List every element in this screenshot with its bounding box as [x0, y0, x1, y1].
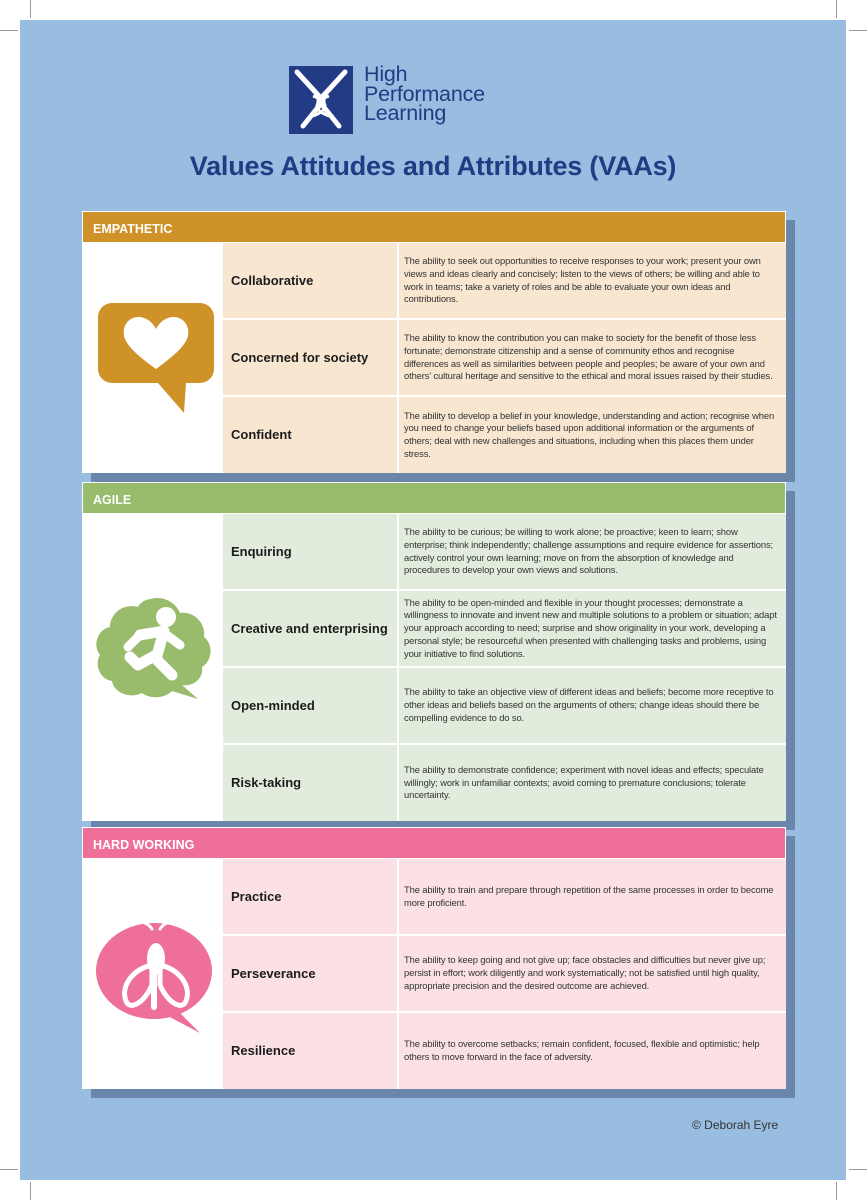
crop-mark [0, 30, 18, 31]
section-header: EMPATHETIC [82, 211, 786, 243]
logo-line: Performance [364, 81, 485, 106]
logo-line: Learning [364, 101, 447, 125]
attribute-description: The ability to know the contribution you can make to society for the benefit of those less fortunate; demonstrate citizenship and a sense of community ethos and recognise differences as well as similarities between people and peoples; be aware of your own and others' cultural heritage and sensitive to the ethical and moral issues raised by their studies. [404, 332, 773, 382]
section-panel [82, 211, 786, 473]
section-header: HARD WORKING [82, 827, 786, 859]
section-hard-working [82, 827, 786, 1089]
table-row [223, 397, 786, 473]
bee-speech-bubble-icon [94, 919, 214, 1043]
attribute-rows [223, 514, 786, 821]
crop-mark [30, 1182, 31, 1200]
attribute-description: The ability to be open-minded and flexible in your thought processes; demonstrate a willingness to innovate and invent new and multiple solutions to a problem or situation; adapt your approach according to need; surprise and show originality in your work, developing a personal style; be resourceful when presented with challenging tasks and problems, using your initiative to find solutions. [404, 596, 777, 659]
table-row [223, 859, 786, 936]
attribute-rows [223, 859, 786, 1089]
page-title: Values Attitudes and Attributes (VAAs) [189, 151, 677, 181]
attribute-description: The ability to overcome setbacks; remain confident, focused, flexible and optimistic; help others to move forward in the face of adversity. [404, 1038, 760, 1062]
section-agile [82, 482, 786, 821]
section-empathetic [82, 211, 786, 473]
hpl-logo-mark-icon [289, 66, 353, 134]
section-header: AGILE [82, 482, 786, 514]
hpl-logo-text [364, 62, 485, 125]
attribute-label: Open-minded [223, 668, 399, 743]
attribute-label: Resilience [223, 1013, 399, 1089]
attribute-label: Perseverance [223, 936, 399, 1011]
table-row [223, 936, 786, 1013]
attribute-label: Creative and enterprising [223, 591, 399, 666]
copyright-notice: © Deborah Eyre [692, 1118, 779, 1132]
attribute-label: Risk-taking [223, 745, 399, 821]
crop-mark [836, 1182, 837, 1200]
attribute-label: Practice [223, 859, 399, 934]
table-row [223, 243, 786, 320]
attribute-description: The ability to keep going and not give up; face obstacles and difficulties but never give up; persist in effort; work diligently and work systematically; not be satisfied until high quality, appropriate precision and the desired outcome are achieved. [404, 954, 766, 991]
poster [20, 20, 846, 1180]
hpl-logo [289, 62, 529, 138]
table-row [223, 320, 786, 397]
attribute-description: The ability to demonstrate confidence; experiment with novel ideas and effects; speculate willingly; work in unfamiliar contexts; avoid coming to premature conclusions; tolerate uncertainty. [404, 763, 764, 801]
attribute-label: Confident [223, 397, 399, 473]
attribute-label: Enquiring [223, 514, 399, 589]
section-panel [82, 482, 786, 821]
attribute-rows [223, 243, 786, 473]
crop-mark [30, 0, 31, 18]
table-row [223, 514, 786, 591]
attribute-description: The ability to develop a belief in your knowledge, understanding and action; recognise when you need to change your beliefs based upon additional information or the arguments of others; deal with new challenges and situations, including when this places them under stress. [404, 409, 775, 459]
table-row [223, 591, 786, 668]
attribute-description: The ability to train and prepare through repetition of the same processes in order to become more proficient. [404, 883, 774, 908]
table-row [223, 745, 786, 821]
attribute-description: The ability to be curious; be willing to work alone; be proactive; keen to learn; show enterprise; think independently; challenge assumptions and require evidence for assertions; actively control your own learning; move on from the absorption of knowledge and procedures to develop your own views and solutions. [404, 526, 773, 576]
table-row [223, 1013, 786, 1089]
heart-speech-bubble-icon [94, 303, 214, 427]
crop-mark [836, 0, 837, 18]
attribute-description: The ability to seek out opportunities to receive responses to your work; present your own views and ideas clearly and concisely; listen to the views of others; be willing and able to work in teams; take a variety of roles and be able to evaluate your own ideas and contributions. [404, 255, 761, 305]
crop-mark [0, 1169, 18, 1170]
section-panel [82, 827, 786, 1089]
table-row [223, 668, 786, 745]
crop-mark [849, 1169, 867, 1170]
logo-line: High [364, 62, 408, 86]
attribute-label: Collaborative [223, 243, 399, 318]
attribute-description: The ability to take an objective view of different ideas and beliefs; become more receptive to other ideas and beliefs based on the arguments of others; change ideas should there be compelling evidence to do so. [404, 686, 774, 723]
crop-mark [849, 30, 867, 31]
running-figure-cloud-icon [94, 595, 214, 719]
attribute-label: Concerned for society [223, 320, 399, 395]
